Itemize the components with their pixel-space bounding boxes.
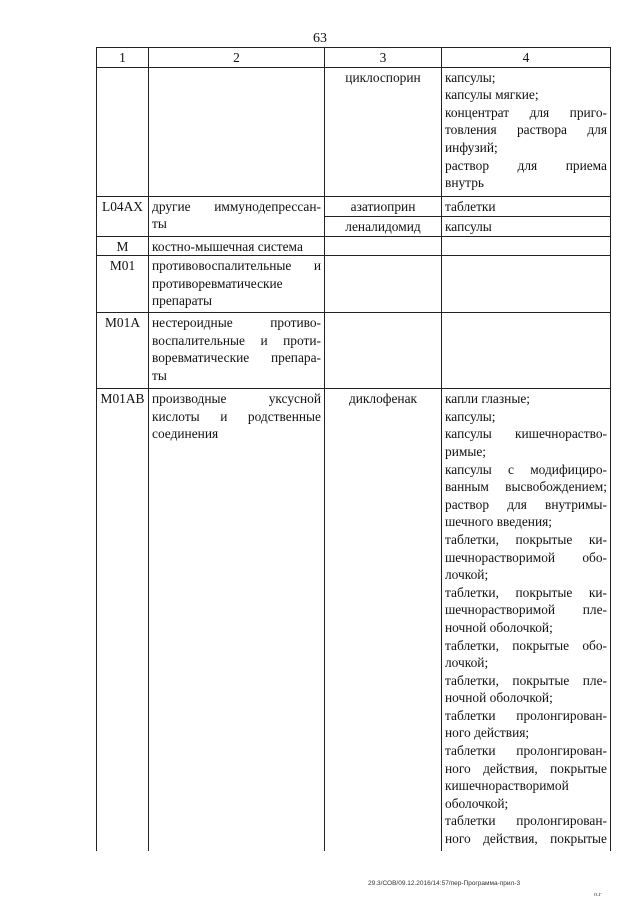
- dosage-form: шечнорастворимой пле-: [445, 602, 607, 618]
- dosage-form: таблетки, покрытые ки-: [445, 584, 607, 600]
- dosage-form: таблетки пролонгирован-: [445, 707, 607, 723]
- dosage-form: товления раствора для: [445, 122, 607, 138]
- drug-name-cell: диклофенак: [325, 389, 442, 851]
- group-name-line: воревматические препара-: [152, 350, 321, 366]
- drug-name-cell: леналидомид: [325, 216, 442, 236]
- group-name-line: производные уксусной: [152, 391, 321, 407]
- dosage-form: таблетки, покрытые пле-: [445, 672, 607, 688]
- dosage-form: инфузий;: [445, 139, 498, 155]
- group-cell: [149, 389, 325, 851]
- dosage-form: капсулы мягкие;: [445, 87, 539, 103]
- dosage-form: ванным высвобождением;: [445, 479, 607, 495]
- dosage-form: капсулы;: [445, 408, 496, 424]
- dosage-form: таблетки, покрытые ки-: [445, 531, 607, 547]
- group-name-line: препараты: [152, 293, 213, 309]
- dosage-forms-cell: капсулы: [442, 216, 611, 236]
- dosage-form: ного действия, покрытые: [445, 831, 607, 847]
- table-row: [97, 196, 611, 216]
- dosage-forms-cell: [442, 313, 611, 389]
- atc-code-cell: M: [97, 236, 149, 256]
- group-name-line: ты: [152, 216, 167, 232]
- drug-name-cell: [325, 313, 442, 389]
- atc-code-cell: M01: [97, 256, 149, 313]
- column-header-3: 3: [325, 48, 442, 68]
- dosage-form: шечного введения;: [445, 514, 553, 530]
- group-name-line: ты: [152, 367, 167, 383]
- dosage-forms-cell: таблетки: [442, 196, 611, 216]
- dosage-form: раствор для приема: [445, 157, 607, 173]
- drug-table: [96, 47, 611, 851]
- group-name-line: нестероидные противо-: [152, 315, 321, 331]
- drug-name-cell: [325, 236, 442, 256]
- page-number: 63: [313, 31, 327, 46]
- group-cell: [149, 196, 325, 236]
- dosage-form: капсулы кишечнораство-: [445, 426, 607, 442]
- drug-name-cell: циклоспорин: [325, 67, 442, 196]
- dosage-form: таблетки пролонгирован-: [445, 743, 607, 759]
- dosage-form: таблетки пролонгирован-: [445, 813, 607, 829]
- dosage-form: ночной оболочкой;: [445, 619, 553, 635]
- group-name-line: соединения: [152, 426, 219, 442]
- group-cell: [149, 67, 325, 196]
- group-cell: [149, 313, 325, 389]
- dosage-form: капли глазные;: [445, 391, 530, 407]
- group-name-line: кислоты и родственные: [152, 408, 321, 424]
- dosage-forms-cell: [442, 389, 611, 851]
- code-cell: [97, 67, 149, 196]
- table-row: [97, 67, 611, 196]
- footer-mark: о.г: [594, 891, 602, 898]
- dosage-form: раствор для внутримы-: [445, 496, 607, 512]
- table-header-row: [97, 48, 611, 68]
- column-header-2: 2: [149, 48, 325, 68]
- table-row: [97, 389, 611, 851]
- group-name-line: противоревматические: [152, 275, 283, 291]
- dosage-forms-cell: [442, 67, 611, 196]
- atc-code-cell: L04AX: [97, 196, 149, 236]
- column-header-1: 1: [97, 48, 149, 68]
- group-name-line: противовоспалительные и: [152, 258, 321, 274]
- dosage-form: капсулы;: [445, 69, 496, 85]
- table-row: [97, 236, 611, 256]
- atc-code-cell: M01AB: [97, 389, 149, 851]
- drug-name-cell: азатиоприн: [325, 196, 442, 216]
- dosage-form: концентрат для приго-: [445, 104, 607, 120]
- dosage-form: шечнорастворимой обо-: [445, 549, 607, 565]
- dosage-form: римые;: [445, 443, 486, 459]
- group-cell: [149, 256, 325, 313]
- document-footer: 29.3/СОВ/09.12.2016/14:57/пер-Программа-прил-3: [368, 880, 521, 887]
- dosage-form: внутрь: [445, 175, 485, 191]
- dosage-form: лочкой;: [445, 567, 489, 583]
- table-row: [97, 256, 611, 313]
- dosage-form: ночной оболочкой;: [445, 690, 553, 706]
- dosage-form: лочкой;: [445, 655, 489, 671]
- atc-code-cell: M01A: [97, 313, 149, 389]
- group-name-line: другие иммунодепрессан-: [152, 198, 321, 214]
- dosage-form: оболочкой;: [445, 795, 509, 811]
- dosage-forms-cell: [442, 236, 611, 256]
- dosage-form: кишечнорастворимой: [445, 778, 569, 794]
- column-header-4: 4: [442, 48, 611, 68]
- group-cell: костно-мышечная система: [149, 236, 325, 256]
- group-name-line: воспалительные и проти-: [152, 332, 321, 348]
- dosage-form: таблетки, покрытые обо-: [445, 637, 607, 653]
- dosage-form: капсулы с модифициро-: [445, 461, 607, 477]
- dosage-form: ного действия, покрытые: [445, 760, 607, 776]
- dosage-forms-cell: [442, 256, 611, 313]
- dosage-form: ного действия;: [445, 725, 530, 741]
- drug-name-cell: [325, 256, 442, 313]
- table-row: [97, 313, 611, 389]
